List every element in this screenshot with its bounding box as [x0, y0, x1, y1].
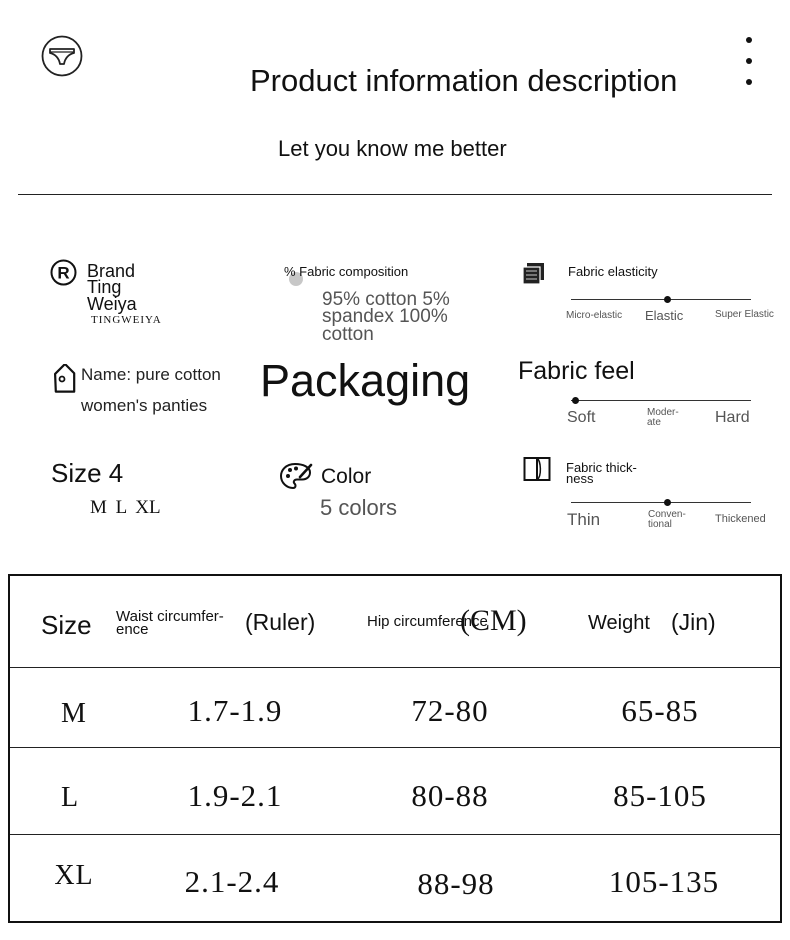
size-values: M L XL — [90, 497, 161, 518]
cell-weight: 105-135 — [608, 864, 720, 899]
thickness-scale-mid-line2: tional — [648, 519, 672, 530]
color-value: 5 colors — [320, 495, 398, 520]
fabric-feel-label: Fabric feel — [518, 357, 635, 385]
elasticity-label: Fabric elasticity — [568, 264, 658, 279]
size-table — [8, 574, 782, 923]
cell-hip: 88-98 — [417, 866, 495, 901]
cell-hip: 72-80 — [411, 693, 489, 728]
header-hip: Hip circumference — [367, 613, 488, 630]
fabric-feel-scale-mid-line1: Moder- — [647, 407, 679, 418]
cell-weight: 65-85 — [621, 693, 699, 728]
fabric-feel-indicator — [572, 397, 579, 404]
brand-label: Brand — [87, 261, 136, 281]
cell-waist: 1.9-2.1 — [187, 778, 283, 813]
composition-line3: cotton — [322, 324, 374, 345]
cell-hip: 80-88 — [411, 778, 489, 813]
table-divider — [10, 667, 780, 668]
header-size: Size — [41, 610, 92, 640]
page-subtitle: Let you know me better — [278, 136, 507, 161]
composition-line1: 95% cotton 5% — [322, 289, 450, 310]
color-label: Color — [321, 465, 372, 488]
thickness-label-line1: Fabric thick- — [566, 460, 637, 475]
palette-icon — [279, 461, 313, 491]
fabric-feel-scale — [571, 400, 751, 401]
divider — [18, 194, 772, 195]
elasticity-scale-high: Super Elastic — [715, 309, 774, 320]
thickness-label-line2: ness — [566, 471, 594, 486]
page-title: Product information description — [250, 63, 678, 98]
table-divider — [10, 834, 780, 835]
product-name-line2: women's panties — [81, 396, 208, 415]
header-weight-unit: (Jin) — [671, 609, 716, 635]
table-divider — [10, 747, 780, 748]
size-label: Size 4 — [51, 458, 124, 488]
brand-name-line2: Weiya — [87, 294, 137, 314]
elasticity-scale-low: Micro-elastic — [566, 310, 623, 321]
composition-label: % Fabric composition — [284, 264, 409, 279]
composition-line2: spandex 100% — [322, 306, 448, 327]
elasticity-scale-mid: Elastic — [645, 308, 684, 323]
fabric-feel-scale-mid-line2: ate — [647, 417, 661, 428]
svg-text:R: R — [57, 263, 70, 283]
header-weight: Weight — [588, 612, 650, 634]
header-waist-line2: ence — [116, 621, 149, 638]
tag-icon — [48, 364, 82, 398]
more-vertical-icon[interactable] — [744, 35, 754, 90]
cell-size: M — [61, 698, 87, 729]
brand-logo: TINGWEIYA — [91, 314, 162, 326]
packaging-label: Packaging — [260, 355, 471, 406]
thickness-scale — [571, 502, 751, 503]
fabric-texture-icon — [522, 261, 546, 285]
header-waist-unit: (Ruler) — [245, 609, 316, 635]
book-icon — [523, 456, 551, 482]
cell-weight: 85-105 — [613, 778, 707, 813]
elasticity-scale — [571, 299, 751, 300]
header-waist-line1: Waist circumfer- — [116, 608, 224, 625]
header-hip-unit: (CM) — [460, 604, 527, 637]
underwear-icon — [41, 35, 83, 77]
product-name-line1: Name: pure cotton — [81, 365, 221, 384]
thickness-indicator — [664, 499, 671, 506]
cell-size: XL — [54, 860, 94, 891]
cell-waist: 1.7-1.9 — [187, 693, 283, 728]
cell-size: L — [60, 782, 80, 813]
registered-icon — [50, 259, 77, 286]
cell-waist: 2.1-2.4 — [184, 864, 280, 899]
thickness-scale-mid-line1: Conven- — [648, 509, 686, 520]
thickness-scale-high: Thickened — [715, 513, 766, 525]
brand-name-line1: Ting — [87, 277, 122, 297]
thickness-scale-low: Thin — [567, 510, 601, 529]
fabric-feel-scale-low: Soft — [567, 409, 596, 426]
fabric-feel-scale-high: Hard — [715, 409, 750, 426]
elasticity-indicator — [664, 296, 671, 303]
